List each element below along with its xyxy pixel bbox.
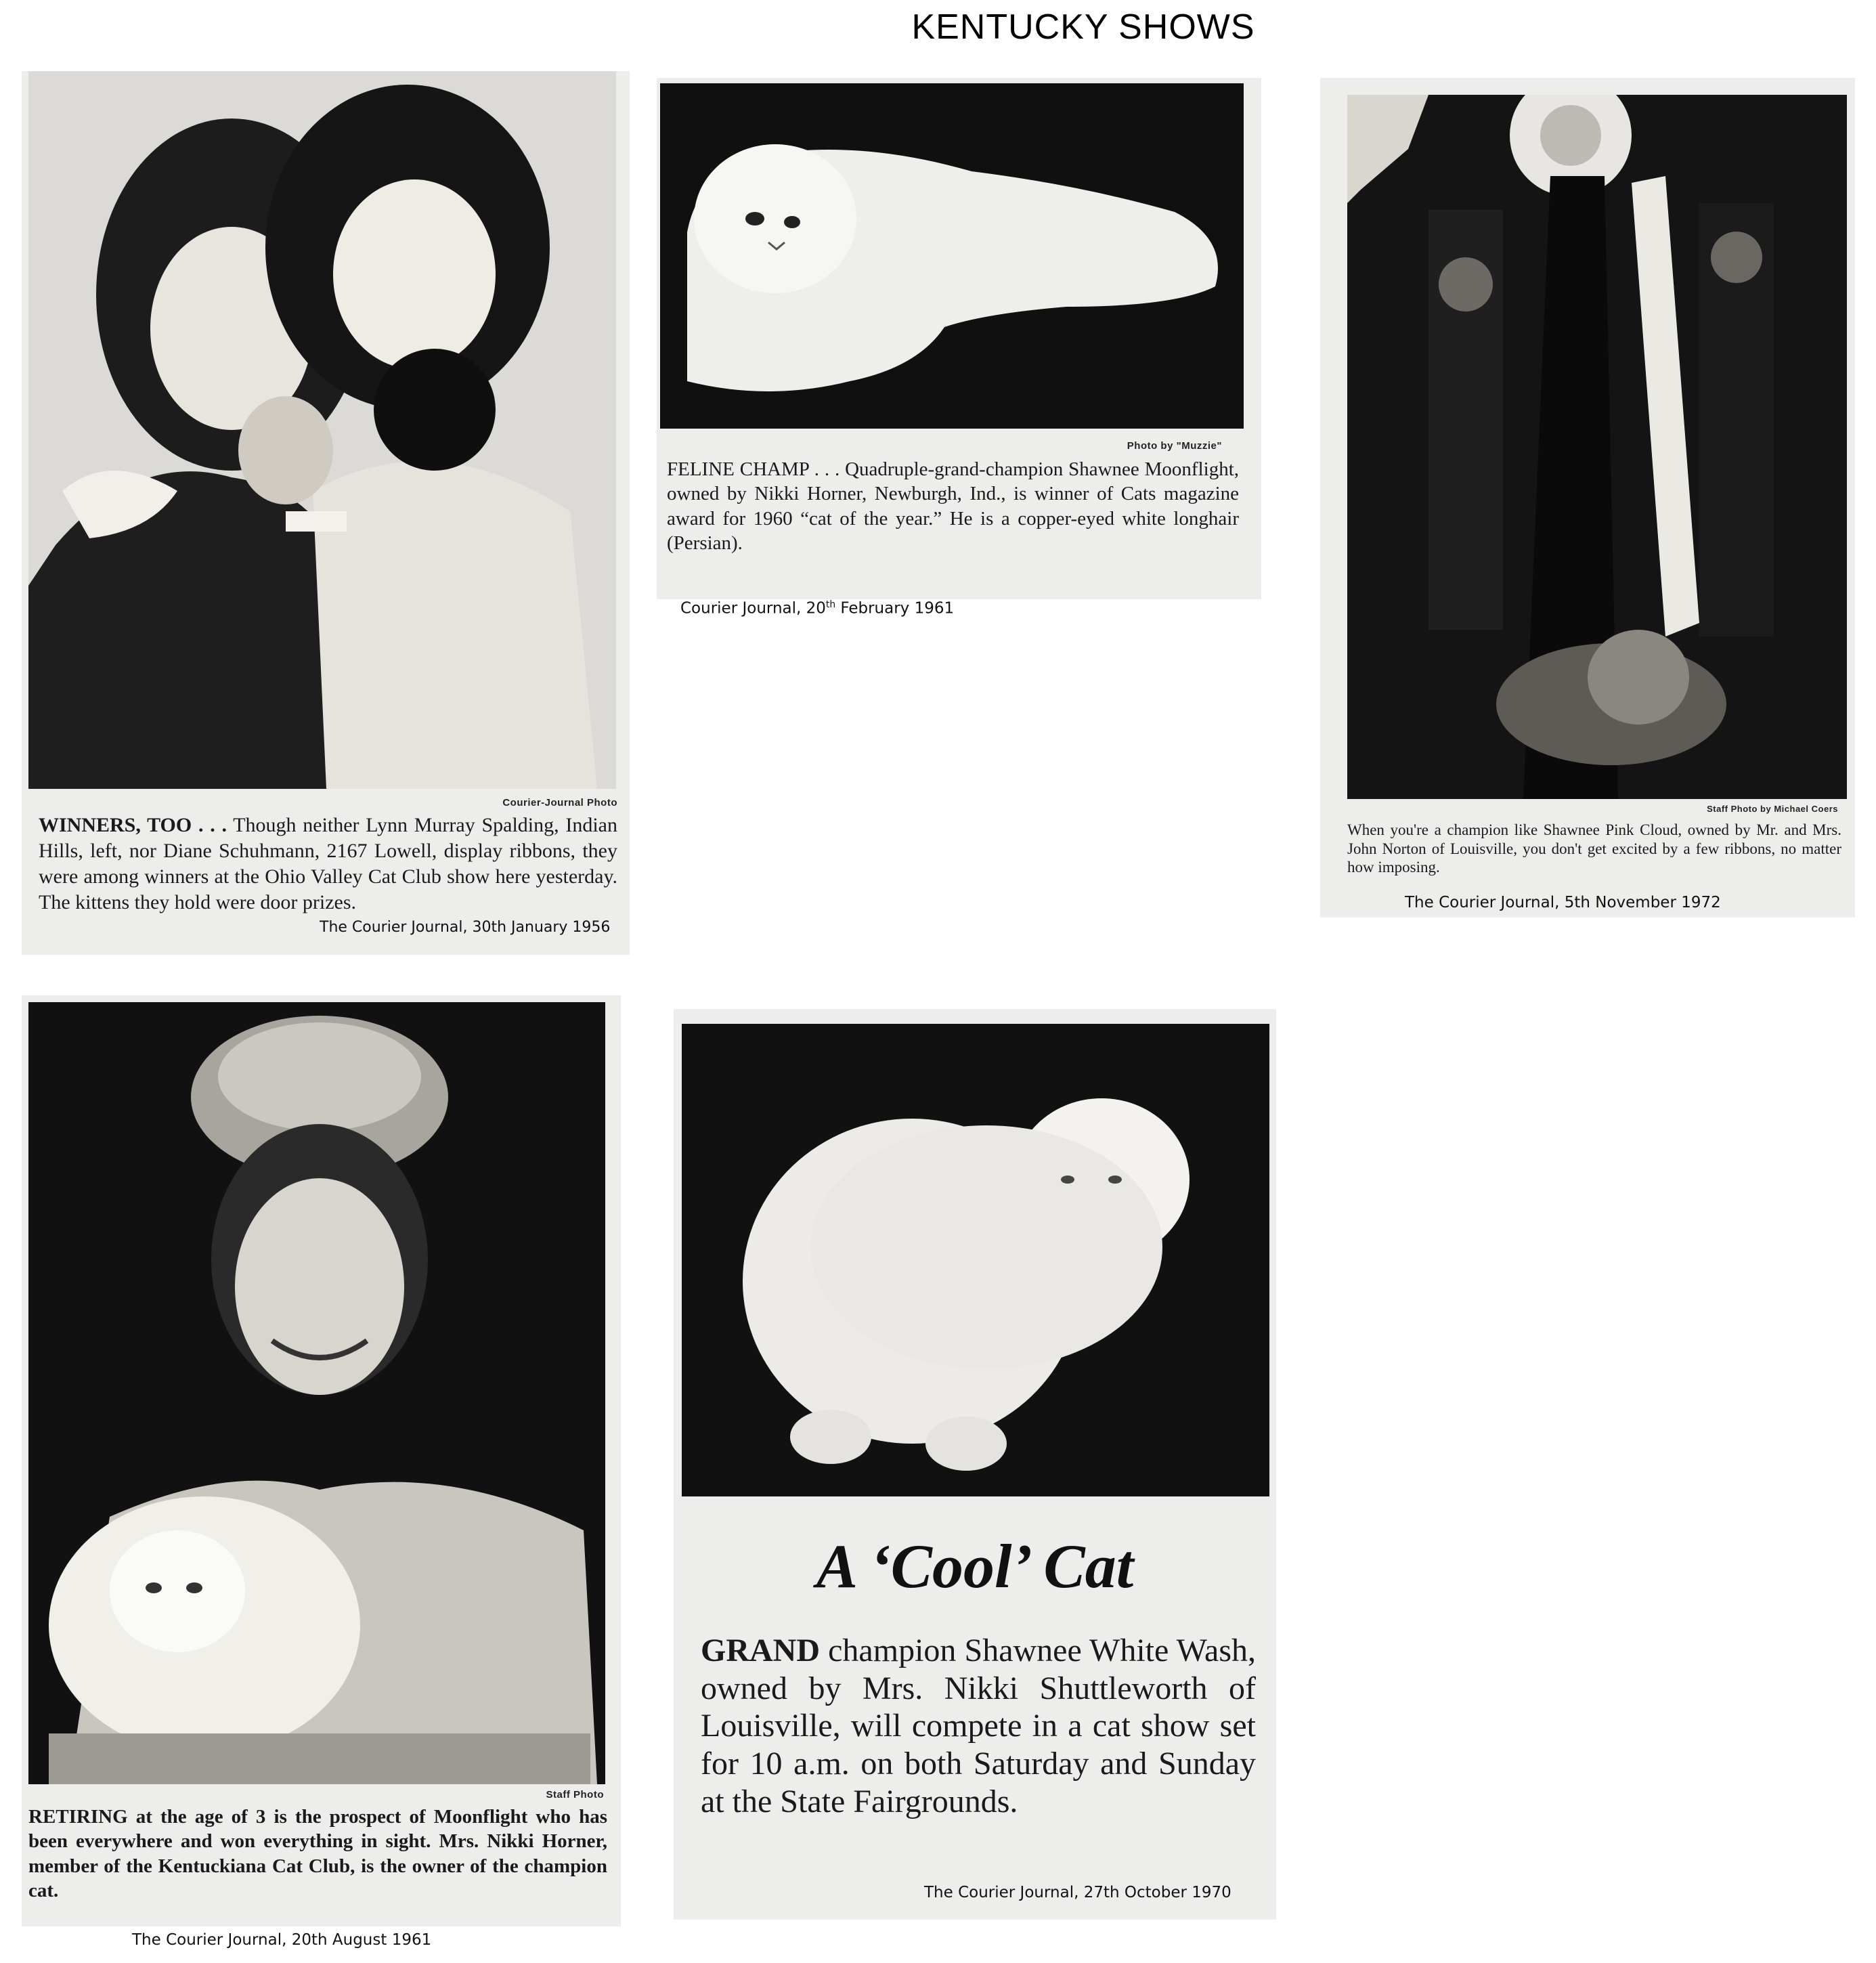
caption-winners <box>39 813 617 915</box>
source-prefix: Courier Journal, 20 <box>680 599 826 618</box>
caption-pink-cloud: When you're a champion like Shawnee Pink Cloud, owned by Mr. and Mrs. John Norton of Louisville, you don't get excited by a few ribbons, no matter how imposing. <box>1347 821 1841 876</box>
source-citation: The Courier Journal, 27th October 1970 <box>924 1884 1231 1901</box>
photo-credit: Photo by "Muzzie" <box>1127 440 1222 452</box>
source-citation-retiring: The Courier Journal, 20th August 1961 <box>132 1931 432 1949</box>
caption-body: at the age of 3 is the prospect of Moonflight who has been everywhere and won everything in sight. Mrs. Nikki Horner, member of the Kentuckiana Cat Club, is the owner of the champion cat. <box>28 1806 608 1901</box>
clipping-cool-cat <box>674 1009 1276 1920</box>
source-suffix: February 1961 <box>835 599 955 618</box>
caption-lead: FELINE CHAMP . . . <box>667 458 840 480</box>
caption-lead: RETIRING <box>28 1806 128 1828</box>
clipping-winners <box>22 71 630 955</box>
photo-woman-with-cat <box>28 1002 605 1784</box>
photo-credit: Courier-Journal Photo <box>502 797 617 808</box>
caption-body: champion Shawnee White Wash, owned by Mrs. Nikki Shuttleworth of Louisville, will compete in a cat show set for 10 a.m. on both Saturday and Sunday at the State Fairgrounds. <box>701 1633 1257 1819</box>
headline: A ‘Cool’ Cat <box>816 1532 1134 1601</box>
caption-body: Quadruple-grand-champion Shawnee Moonflight, owned by Nikki Horner, Newburgh, Ind., is winner of Cats magazine award for 1960 “cat of the year.” He is a copper-eyed white longhair (Persian). <box>667 458 1239 554</box>
source-citation-feline-champ <box>680 599 954 618</box>
caption-cool-cat <box>701 1632 1256 1820</box>
source-citation: The Courier Journal, 5th November 1972 <box>1405 894 1721 911</box>
clipping-retiring <box>22 995 621 1926</box>
clipping-pink-cloud <box>1320 78 1855 918</box>
photo-credit: Staff Photo <box>546 1789 604 1800</box>
source-ordinal: th <box>825 599 836 610</box>
caption-lead: GRAND <box>701 1633 820 1668</box>
caption-lead: WINNERS, TOO . . . <box>39 814 227 836</box>
source-citation: The Courier Journal, 30th January 1956 <box>320 919 611 936</box>
photo-credit: Staff Photo by Michael Coers <box>1707 804 1838 814</box>
photo-white-persian-cat <box>660 83 1244 429</box>
caption-retiring <box>28 1805 607 1903</box>
photo-fluffy-white-cat <box>682 1024 1269 1496</box>
caption-body: Though neither Lynn Murray Spalding, Indian Hills, left, nor Diane Schuhmann, 2167 Lowell, display ribbons, they were among winners at the Ohio Valley Cat Club show here yesterday. The kittens they hold were door prizes. <box>39 814 617 914</box>
caption-feline-champ <box>667 457 1239 555</box>
clipping-feline-champ <box>657 78 1261 599</box>
page-title: KENTUCKY SHOWS <box>911 7 1255 47</box>
photo-cat-with-ribbons <box>1347 95 1847 799</box>
photo-girls-with-kittens <box>28 71 616 789</box>
